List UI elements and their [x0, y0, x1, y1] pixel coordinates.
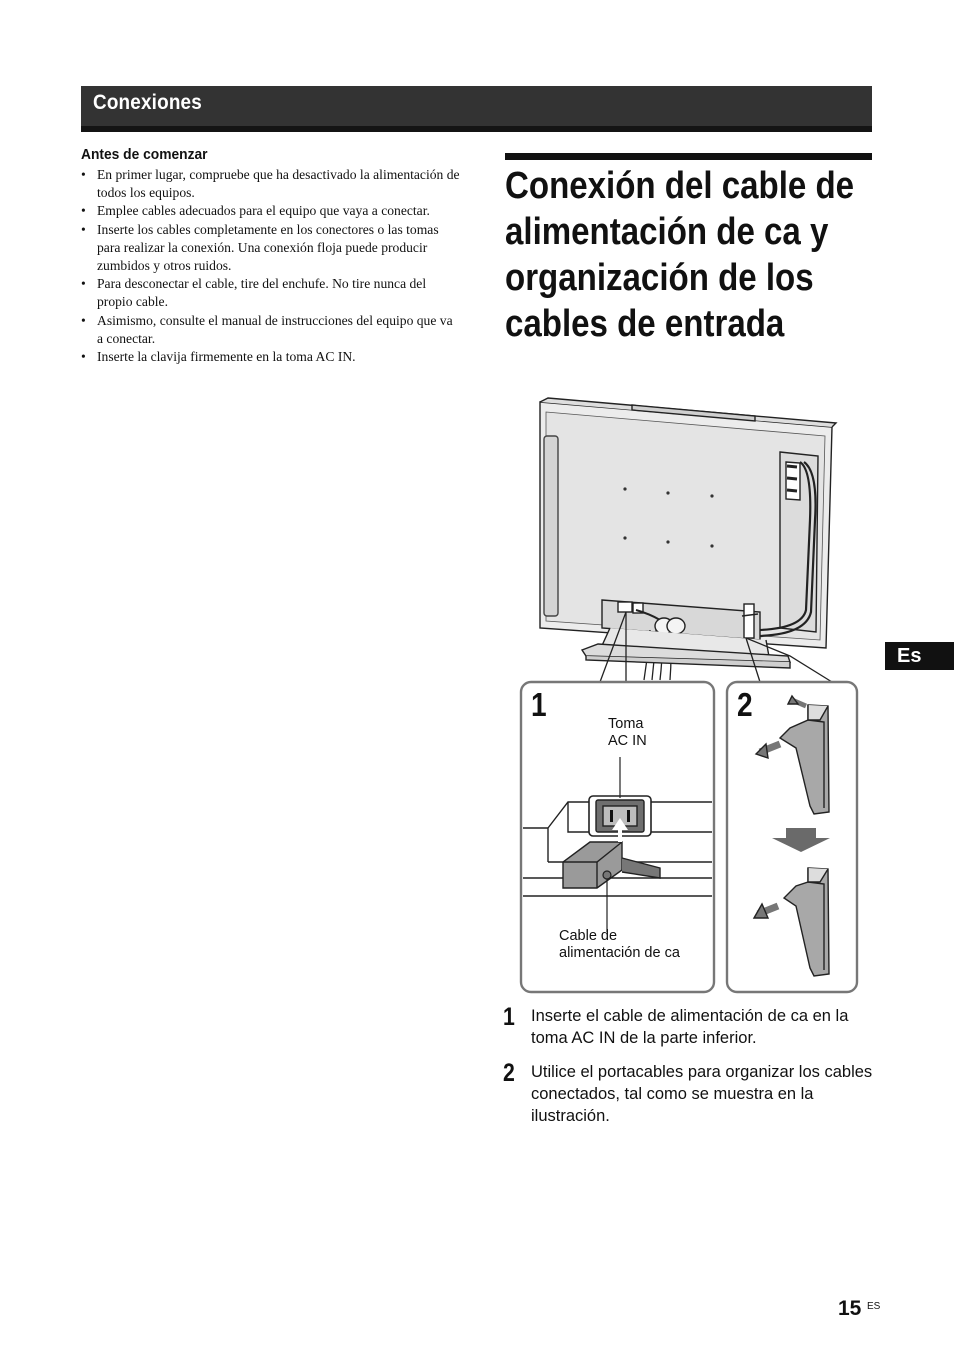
step-item: [503, 1061, 883, 1127]
ac-in-socket-label-line: AC IN: [608, 733, 647, 749]
step-text: Utilice el portacables para organizar los cables conectados, tal como se muestra en la ilustración.: [531, 1063, 873, 1125]
step-number: 1: [503, 1003, 515, 1031]
list-item: • Emplee cables adecuados para el equipo que vaya a conectar.: [81, 202, 461, 220]
page-title-line: organización de los: [505, 257, 814, 299]
panel-1-number: 1: [531, 686, 547, 723]
page-title-line: alimentación de ca y: [505, 211, 829, 253]
power-cable-label-line: Cable de: [559, 928, 618, 944]
page-title-line: cables de entrada: [505, 303, 785, 345]
step-item: [503, 1005, 883, 1049]
section-title: Conexiones: [93, 91, 202, 114]
list-item: • Inserte los cables completamente en los conectores o las tomas para realizar la conexión. Una conexión floja puede producir zumbidos y otros ruidos.: [81, 221, 461, 276]
ac-in-socket-label: [608, 716, 647, 750]
power-cable-label-line: alimentación de ca: [559, 945, 680, 961]
tv-rear-view: [540, 398, 836, 680]
page-title-line: Conexión del cable de: [505, 165, 855, 207]
list-item: • Inserte la clavija firmemente en la toma AC IN.: [81, 348, 461, 366]
step-text: Inserte el cable de alimentación de ca en la toma AC IN de la parte inferior.: [531, 1007, 849, 1047]
page-number: 15: [838, 1297, 862, 1320]
power-cable-label: [559, 928, 680, 962]
list-item: • Asimismo, consulte el manual de instrucciones del equipo que va a conectar.: [81, 312, 461, 348]
list-item: • En primer lugar, compruebe que ha desactivado la alimentación de todos los equipos.: [81, 166, 461, 202]
language-tab: Es: [885, 642, 954, 670]
before-starting-heading: Antes de comenzar: [81, 146, 208, 163]
ac-in-socket-label-line: Toma: [608, 716, 644, 732]
steps-list: [503, 1005, 883, 1139]
page-language-code: ES: [867, 1301, 881, 1312]
panel-2-number: 2: [737, 686, 753, 723]
step-number: 2: [503, 1059, 515, 1087]
list-item: • Para desconectar el cable, tire del enchufe. No tire nunca del propio cable.: [81, 275, 461, 311]
